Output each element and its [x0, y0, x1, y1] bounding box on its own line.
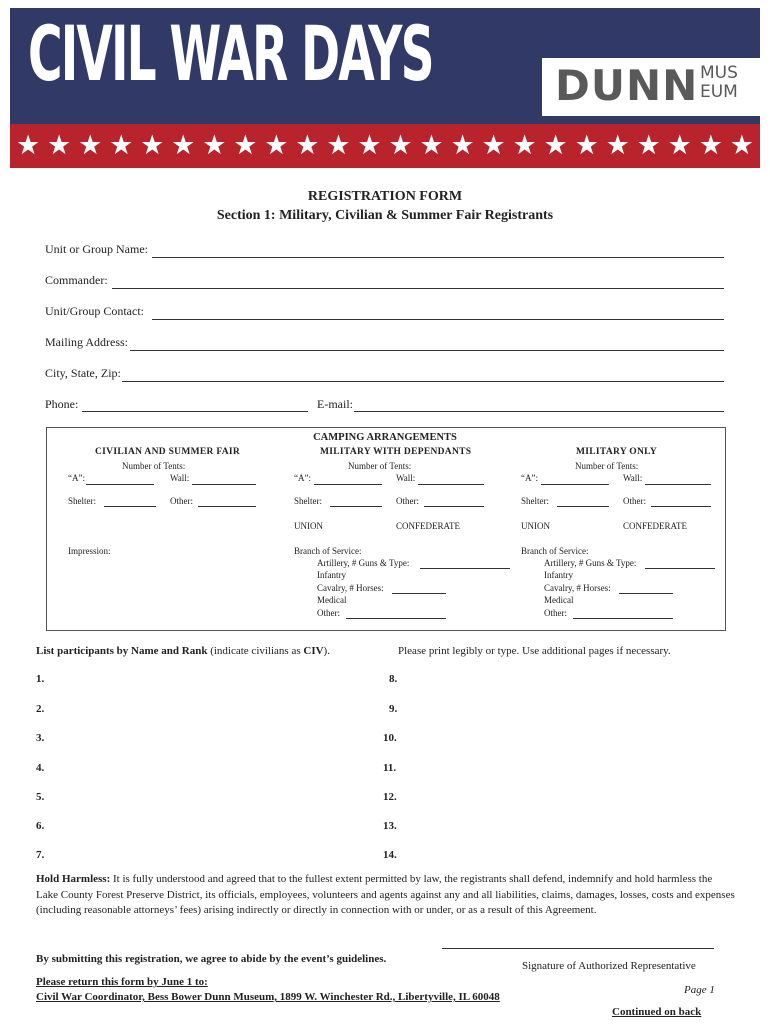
dependants-artillery-field[interactable]	[420, 568, 510, 569]
return-instructions: Please return this form by June 1 to:	[36, 976, 208, 988]
form-subtitle: Section 1: Military, Civilian & Summer Fair Registrants	[216, 208, 554, 223]
star-row	[10, 124, 760, 168]
military-cavalry-field[interactable]	[619, 593, 673, 594]
page-number: Page 1	[684, 984, 715, 996]
contact-field[interactable]	[152, 319, 724, 320]
dependants-other2-label: Other:	[317, 608, 340, 618]
military-artillery-label: Artillery, # Guns & Type:	[544, 558, 637, 568]
participants-heading-rest: (indicate civilians as	[207, 645, 304, 657]
participant-number: 9.	[389, 703, 398, 715]
continued-note: Continued on back	[612, 1006, 702, 1018]
participants-heading-end: ).	[323, 645, 330, 657]
logo-main-text: DUNN	[555, 61, 699, 110]
event-title: CIVIL WAR DAYS	[28, 9, 433, 98]
military-cavalry-label: Cavalry, # Horses:	[544, 583, 611, 593]
civilian-other-field[interactable]	[198, 506, 256, 507]
star-icon: ★	[481, 130, 506, 161]
participants-heading	[36, 645, 330, 657]
participant-number: 2.	[36, 703, 45, 715]
impression-label: Impression:	[68, 546, 111, 556]
dependants-cavalry-field[interactable]	[392, 593, 446, 594]
mailing-address-label: Mailing Address:	[45, 335, 128, 349]
signature-field[interactable]	[442, 948, 714, 949]
phone-field[interactable]	[82, 411, 308, 412]
star-icon: ★	[326, 130, 351, 161]
hold-harmless-label: Hold Harmless:	[36, 873, 111, 885]
participants-heading-civ: CIV	[303, 645, 324, 657]
star-icon: ★	[16, 130, 41, 161]
unit-name-field[interactable]	[152, 257, 724, 258]
dependants-other-label: Other:	[396, 496, 419, 506]
star-icon: ★	[295, 130, 320, 161]
star-icon: ★	[78, 130, 103, 161]
phone-label: Phone:	[45, 397, 79, 411]
dependants-shelter-field[interactable]	[330, 506, 382, 507]
unit-name-label: Unit or Group Name:	[45, 242, 148, 256]
military-medical-label: Medical	[544, 595, 574, 605]
star-icon: ★	[47, 130, 72, 161]
military-wall-label: Wall:	[623, 473, 643, 483]
star-icon: ★	[419, 130, 444, 161]
commander-label: Commander:	[45, 273, 108, 287]
participants-heading-bold: List participants by Name and Rank	[36, 645, 208, 657]
participant-number: 4.	[36, 762, 45, 774]
dependants-other2-field[interactable]	[346, 618, 446, 619]
participant-number: 14.	[383, 849, 397, 861]
participant-number: 13.	[383, 820, 397, 832]
star-icon: ★	[264, 130, 289, 161]
star-icon: ★	[729, 130, 754, 161]
camping-title: CAMPING ARRANGEMENTS	[313, 432, 457, 443]
logo-side-bottom: EUM	[700, 82, 738, 102]
agreement-statement: By submitting this registration, we agree to abide by the event’s guidelines.	[36, 953, 387, 965]
civilian-shelter-field[interactable]	[104, 506, 156, 507]
email-field[interactable]	[354, 411, 724, 412]
dependants-tents-label: Number of Tents:	[348, 461, 412, 471]
participant-number: 8.	[389, 673, 398, 685]
military-other2-field[interactable]	[573, 618, 673, 619]
logo-side-top: MUS	[700, 63, 738, 83]
star-icon: ★	[171, 130, 196, 161]
star-icon: ★	[140, 130, 165, 161]
military-a-field[interactable]	[541, 484, 609, 485]
contact-label: Unit/Group Contact:	[45, 304, 144, 318]
civilian-a-field[interactable]	[86, 484, 154, 485]
civilian-other-label: Other:	[170, 496, 193, 506]
participant-number: 6.	[36, 820, 45, 832]
star-icon: ★	[109, 130, 134, 161]
dependants-artillery-label: Artillery, # Guns & Type:	[317, 558, 410, 568]
military-shelter-field[interactable]	[557, 506, 609, 507]
star-icon: ★	[698, 130, 723, 161]
commander-field[interactable]	[112, 288, 724, 289]
dependants-branch-label: Branch of Service:	[294, 546, 362, 556]
hold-harmless-clause	[36, 872, 736, 919]
participant-number: 10.	[383, 732, 397, 744]
civilian-tents-label: Number of Tents:	[122, 461, 186, 471]
participant-number: 12.	[383, 791, 397, 803]
dependants-shelter-label: Shelter:	[294, 496, 322, 506]
dependants-a-field[interactable]	[314, 484, 382, 485]
civilian-a-label: “A”:	[68, 473, 85, 483]
city-state-zip-field[interactable]	[122, 381, 724, 382]
star-icon: ★	[543, 130, 568, 161]
dependants-infantry-label: Infantry	[317, 570, 346, 580]
military-a-label: “A”:	[521, 473, 538, 483]
dependants-wall-label: Wall:	[396, 473, 416, 483]
dependants-cavalry-label: Cavalry, # Horses:	[317, 583, 384, 593]
star-icon: ★	[202, 130, 227, 161]
civilian-wall-field[interactable]	[192, 484, 256, 485]
signature-label: Signature of Authorized Representative	[522, 960, 696, 972]
military-infantry-label: Infantry	[544, 570, 573, 580]
city-state-zip-label: City, State, Zip:	[45, 366, 121, 380]
participant-number: 1.	[36, 673, 45, 685]
star-icon: ★	[450, 130, 475, 161]
logo-side-text	[700, 64, 738, 102]
star-icon: ★	[233, 130, 258, 161]
dependants-union-option[interactable]: UNION	[294, 521, 323, 531]
participant-number: 3.	[36, 732, 45, 744]
military-wall-field[interactable]	[645, 484, 711, 485]
military-artillery-field[interactable]	[645, 568, 715, 569]
star-icon: ★	[357, 130, 382, 161]
dependants-a-label: “A”:	[294, 473, 311, 483]
military-union-option[interactable]: UNION	[521, 521, 550, 531]
dependants-medical-label: Medical	[317, 595, 347, 605]
military-tents-label: Number of Tents:	[575, 461, 639, 471]
military-heading: MILITARY ONLY	[576, 447, 658, 457]
return-address: Civil War Coordinator, Bess Bower Dunn Museum, 1899 W. Winchester Rd., Libertyville, IL 60048	[36, 991, 500, 1003]
hold-harmless-text: It is fully understood and agreed that to the fullest extent permitted by law, the registrants shall defend, indemnify and hold harmless the Lake County Forest Preserve District, its officials, employees, volunteers and agents against any and all liabilities, claims, damages, losses, costs and expenses (including reasonable attorneys’ fees) arising indirectly or directly in connection with or under, or as a result of this Agreement.	[36, 873, 735, 916]
participant-number: 7.	[36, 849, 45, 861]
participants-note: Please print legibly or type. Use additional pages if necessary.	[398, 645, 671, 657]
form-title: REGISTRATION FORM	[307, 189, 463, 204]
participant-number: 5.	[36, 791, 45, 803]
star-icon: ★	[605, 130, 630, 161]
dependants-confederate-option[interactable]: CONFEDERATE	[396, 521, 461, 531]
civilian-heading: CIVILIAN AND SUMMER FAIR	[95, 447, 241, 457]
military-shelter-label: Shelter:	[521, 496, 549, 506]
dependants-wall-field[interactable]	[418, 484, 484, 485]
military-confederate-option[interactable]: CONFEDERATE	[623, 521, 688, 531]
star-icon: ★	[667, 130, 692, 161]
email-label: E-mail:	[317, 397, 353, 411]
civilian-shelter-label: Shelter:	[68, 496, 96, 506]
mailing-address-field[interactable]	[130, 350, 724, 351]
military-other-field[interactable]	[651, 506, 711, 507]
dependants-other-field[interactable]	[424, 506, 484, 507]
star-icon: ★	[388, 130, 413, 161]
military-other-label: Other:	[623, 496, 646, 506]
dependants-heading: MILITARY WITH DEPENDANTS	[320, 447, 472, 457]
star-icon: ★	[512, 130, 537, 161]
civilian-wall-label: Wall:	[170, 473, 190, 483]
military-other2-label: Other:	[544, 608, 567, 618]
military-branch-label: Branch of Service:	[521, 546, 589, 556]
star-icon: ★	[636, 130, 661, 161]
star-icon: ★	[574, 130, 599, 161]
participant-number: 11.	[383, 762, 397, 774]
